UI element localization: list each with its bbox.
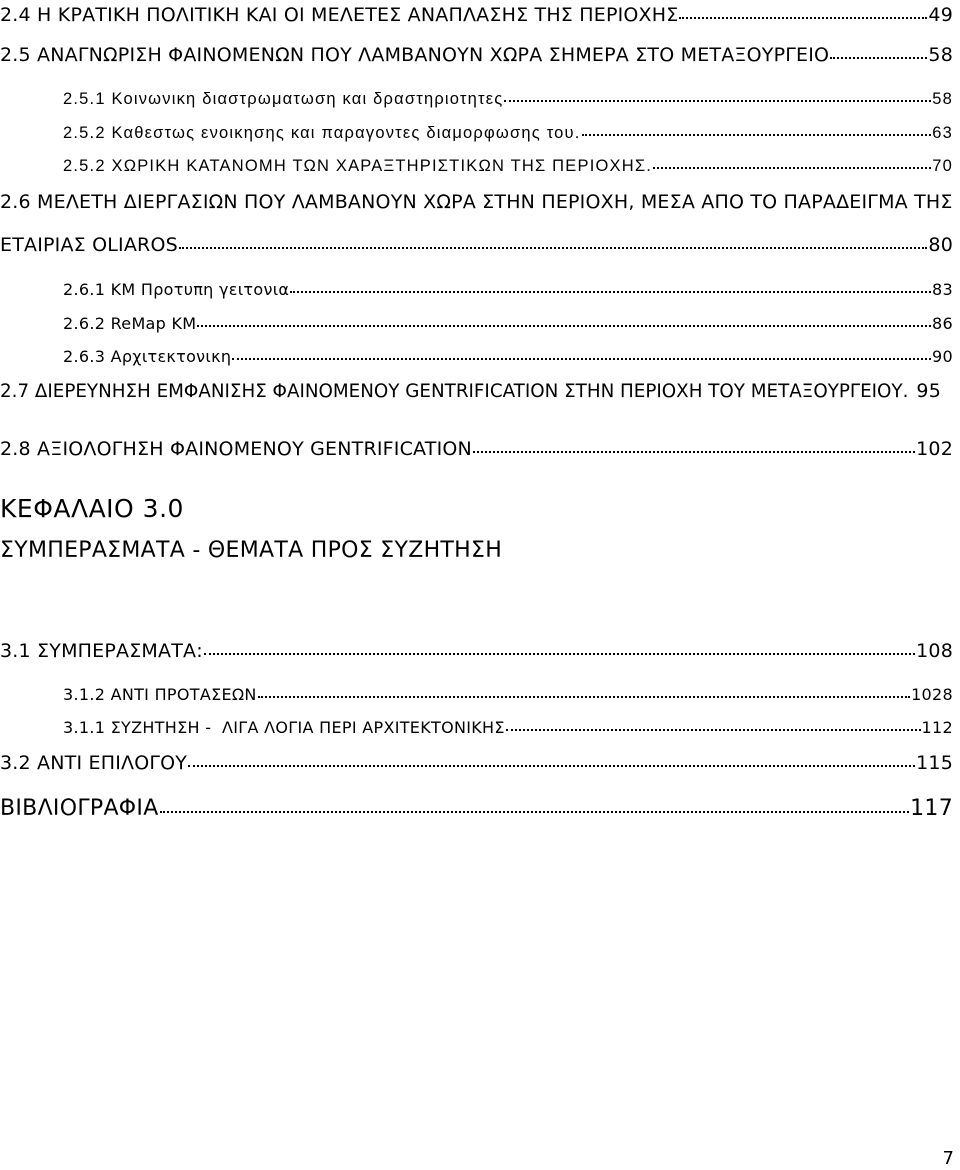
toc-leader-dots <box>830 57 927 59</box>
toc-page-number: 95 <box>916 380 941 402</box>
toc-leader-dots <box>188 765 915 767</box>
toc-entry-3-2[interactable] <box>0 752 953 774</box>
toc-page-number: 86 <box>932 314 953 333</box>
toc-entry-label: 3.1 ΣΥΜΠΕΡΑΣΜΑΤΑ: <box>0 640 203 662</box>
toc-page-number: 108 <box>916 640 953 662</box>
toc-entry-label: ΕΤΑΙΡΙΑΣ OLIAROS <box>0 234 178 256</box>
toc-entry-2-4[interactable] <box>0 4 953 26</box>
toc-page-number: 1028 <box>911 685 953 704</box>
toc-entry-2-6-2[interactable] <box>63 314 953 333</box>
toc-entry-3-1[interactable] <box>0 640 953 662</box>
toc-leader-dots <box>258 696 910 698</box>
toc-entry-label: 2.5.2 ΧΩΡΙΚΗ ΚΑΤΑΝΟΜΗ ΤΩΝ ΧΑΡΑΞΤΗΡΙΣΤΙΚΩΝ ΤΗΣ ΠΕΡΙΟΧΗΣ. <box>63 157 653 175</box>
toc-page-number: 112 <box>921 718 953 737</box>
toc-entry-label: 2.5.1 Κοινωνικη διαστρωματωση και δραστηριοτητες <box>63 90 504 108</box>
toc-page-number: 115 <box>916 752 953 774</box>
toc-leader-dots <box>506 729 921 731</box>
toc-leader-dots <box>204 653 915 655</box>
toc-entry-3-1-2[interactable] <box>63 685 953 704</box>
toc-leader-dots <box>582 134 932 136</box>
toc-page-number: 80 <box>928 234 953 256</box>
toc-page-number: 90 <box>932 347 953 366</box>
chapter-title: ΣΥΜΠΕΡΑΣΜΑΤΑ - ΘΕΜΑΤΑ ΠΡΟΣ ΣΥΖΗΤΗΣΗ <box>0 538 503 563</box>
toc-page-number: 117 <box>910 796 953 821</box>
toc-entry-label: 3.1.2 ΑΝΤΙ ΠΡΟΤΑΣΕΩΝ <box>63 685 257 704</box>
toc-page-number: 83 <box>932 280 953 299</box>
toc-page-number: 70 <box>932 157 953 175</box>
toc-leader-dots <box>653 167 931 169</box>
toc-entry-label: ΒΙΒΛΙΟΓΡΑΦΙΑ <box>0 796 159 821</box>
toc-entry-2-5-1[interactable] <box>63 90 953 109</box>
toc-entry-label: 3.1.1 ΣΥΖΗΤΗΣΗ - ΛΙΓΑ ΛΟΓΙΑ ΠΕΡΙ ΑΡΧΙΤΕΚΤΟΝΙΚΗΣ <box>63 718 505 737</box>
toc-entry-2-6-1[interactable] <box>63 280 953 299</box>
toc-entry-2-5-2b[interactable] <box>63 157 953 176</box>
toc-entry-label: 2.5 ΑΝΑΓΝΩΡΙΣΗ ΦΑΙΝΟΜΕΝΩΝ ΠΟΥ ΛΑΜΒΑΝΟΥΝ ΧΩΡΑ ΣΗΜΕΡΑ ΣΤΟ ΜΕΤΑΞΟΥΡΓΕΙΟ <box>0 44 830 66</box>
toc-entry-2-8[interactable] <box>0 438 953 460</box>
toc-leader-dots <box>197 325 931 327</box>
toc-leader-dots <box>160 811 910 813</box>
toc-entry-3-1-1[interactable] <box>63 718 953 737</box>
toc-page-number: 58 <box>928 44 953 66</box>
toc-leader-dots <box>504 100 931 102</box>
toc-entry-2-7[interactable] <box>0 380 953 402</box>
toc-page-number: 102 <box>916 438 953 460</box>
toc-entry-2-5-2a[interactable] <box>63 124 953 143</box>
toc-leader-dots <box>679 17 927 19</box>
page-number: 7 <box>942 1148 954 1169</box>
toc-entry-label: 2.6.3 Αρχιτεκτονικη <box>63 347 232 366</box>
toc-entry-2-6-3[interactable] <box>63 347 953 366</box>
toc-entry-label: 2.7 ΔΙΕΡΕΥΝΗΣΗ ΕΜΦΑΝΙΣΗΣ ΦΑΙΝΟΜΕΝΟΥ GENTRIFICATION ΣΤΗΝ ΠΕΡΙΟΧΗ ΤΟΥ ΜΕΤΑΞΟΥΡΓΕΙΟΥ. <box>0 381 909 402</box>
toc-entry-label: 2.8 ΑΞΙΟΛΟΓΗΣΗ ΦΑΙΝΟΜΕΝΟΥ GENTRIFICATION <box>0 438 472 460</box>
toc-leader-dots <box>290 291 931 293</box>
toc-entry-2-6[interactable] <box>0 234 953 256</box>
toc-page-number: 49 <box>928 4 953 26</box>
toc-entry-2-6-line1[interactable]: 2.6 ΜΕΛΕΤΗ ΔΙΕΡΓΑΣΙΩΝ ΠΟΥ ΛΑΜΒΑΝΟΥΝ ΧΩΡΑ ΣΤΗΝ ΠΕΡΙΟΧΗ, ΜΕΣΑ ΑΠΟ ΤΟ ΠΑΡΑΔΕΙΓΜΑ ΤΗΣ <box>0 191 953 213</box>
toc-leader-dots <box>232 358 931 360</box>
toc-page-number: 63 <box>932 124 953 142</box>
toc-entry-label: 2.6.1 ΚΜ Προτυπη γειτονια <box>63 280 290 299</box>
toc-page-number: 58 <box>932 90 953 108</box>
toc-entry-label: 3.2 ΑΝΤΙ ΕΠΙΛΟΓΟΥ <box>0 752 188 774</box>
chapter-heading: ΚΕΦΑΛΑΙΟ 3.0 <box>0 494 184 523</box>
toc-entry-label: 2.6.2 ReMap ΚΜ <box>63 314 197 333</box>
toc-entry-label: 2.5.2 Καθεστως ενοικησης και παραγοντες διαμορφωσης του. <box>63 124 581 142</box>
toc-leader-dots <box>179 247 928 249</box>
toc-leader-dots <box>473 451 915 453</box>
toc-entry-bibliography[interactable] <box>0 796 953 821</box>
toc-entry-label: 2.4 Η ΚΡΑΤΙΚΗ ΠΟΛΙΤΙΚΗ ΚΑΙ ΟΙ ΜΕΛΕΤΕΣ ΑΝΑΠΛΑΣΗΣ ΤΗΣ ΠΕΡΙΟΧΗΣ <box>0 4 679 26</box>
toc-entry-2-5[interactable] <box>0 44 953 66</box>
